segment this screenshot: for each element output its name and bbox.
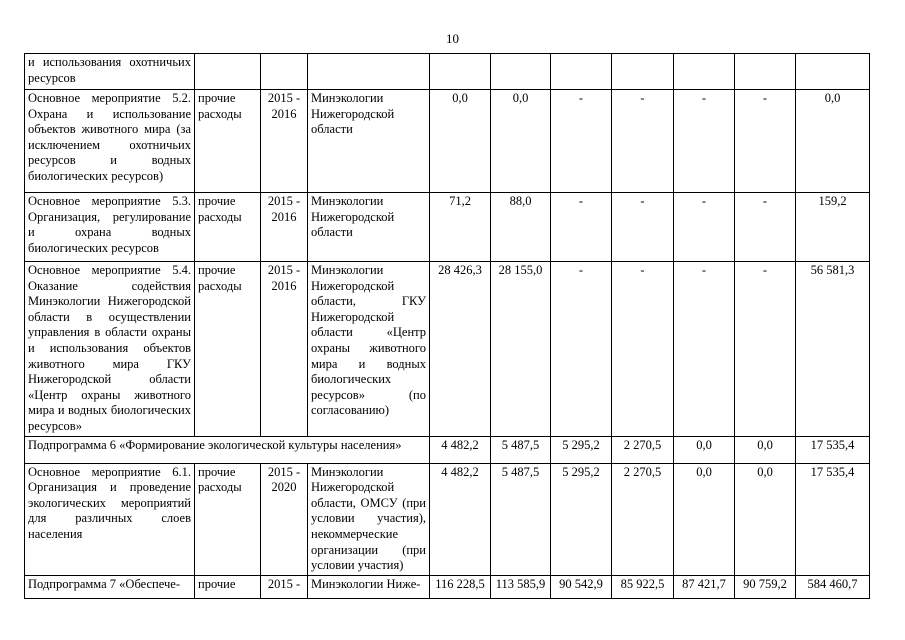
year4-value-cell: -: [612, 193, 674, 262]
year2-value-cell: 0,0: [491, 90, 551, 193]
expense-type-cell: прочие расходы: [195, 262, 261, 437]
period-cell: 2015 - 2016: [261, 193, 308, 262]
total-value-cell: 17 535,4: [796, 463, 870, 575]
period-cell: 2015 -: [261, 575, 308, 598]
year6-value-cell: -: [735, 193, 796, 262]
program-funding-table: [24, 53, 870, 599]
table-row-continuation: [25, 54, 870, 90]
year5-value-cell: -: [674, 90, 735, 193]
total-value-cell: 56 581,3: [796, 262, 870, 437]
expense-type-cell: прочие: [195, 575, 261, 598]
year6-value-cell: 0,0: [735, 436, 796, 463]
table-row-measure-6-1: [25, 463, 870, 575]
year4-value-cell: 85 922,5: [612, 575, 674, 598]
year2-value-cell: 28 155,0: [491, 262, 551, 437]
year3-value-cell: -: [551, 262, 612, 437]
year4-value-cell: -: [612, 262, 674, 437]
measure-name-cell: Основное мероприятие 5.2. Охрана и использование объектов животного мира (за исключением охотничьих ресурсов и водных биологических ресурсов): [25, 90, 195, 193]
total-value-cell: 17 535,4: [796, 436, 870, 463]
year5-value-cell: 0,0: [674, 463, 735, 575]
year4-value-cell: 2 270,5: [612, 463, 674, 575]
year1-value-cell: 71,2: [430, 193, 491, 262]
total-value-cell: 584 460,7: [796, 575, 870, 598]
expense-type-cell: прочие расходы: [195, 90, 261, 193]
page-number: 10: [446, 31, 459, 46]
year2-value-cell: 5 487,5: [491, 436, 551, 463]
period-cell: 2015 - 2020: [261, 463, 308, 575]
executor-cell: Минэкологии Нижегородской области: [308, 90, 430, 193]
year6-value-cell: 0,0: [735, 463, 796, 575]
subprogram-name-cell: Подпрограмма 7 «Обеспече-: [25, 575, 195, 598]
expense-type-cell: прочие расходы: [195, 463, 261, 575]
table-row-measure-5-2: [25, 90, 870, 193]
measure-name-cell: Основное мероприятие 5.4. Оказание содействия Минэкологии Нижегородской области в осуществлении управления в области охраны и использования объектов животного мира ГКУ Нижегородской области «Центр охраны животного мира и водных биологических ресурсов»: [25, 262, 195, 437]
executor-cell: Минэкологии Нижегородской области, ОМСУ (при условии участия), некоммерческие организации (при условии участия): [308, 463, 430, 575]
year1-value-cell: 0,0: [430, 90, 491, 193]
total-value-cell: 0,0: [796, 90, 870, 193]
year1-value-cell: 116 228,5: [430, 575, 491, 598]
year3-value-cell: 5 295,2: [551, 463, 612, 575]
year1-value-cell: 4 482,2: [430, 436, 491, 463]
year6-value-cell: 90 759,2: [735, 575, 796, 598]
total-value-cell: 159,2: [796, 193, 870, 262]
measure-name-cell: и использования охотничьих ресурсов: [25, 54, 195, 90]
year3-value-cell: 90 542,9: [551, 575, 612, 598]
year1-value-cell: 4 482,2: [430, 463, 491, 575]
subprogram-name-cell: Подпрограмма 6 «Формирование экологической культуры населения»: [25, 436, 430, 463]
table-row-measure-5-4: [25, 262, 870, 437]
year1-value-cell: 28 426,3: [430, 262, 491, 437]
table-row-subprogram-7: [25, 575, 870, 598]
year5-value-cell: 0,0: [674, 436, 735, 463]
year2-value-cell: 5 487,5: [491, 463, 551, 575]
period-cell: 2015 - 2016: [261, 90, 308, 193]
executor-cell: Минэкологии Нижегородской области: [308, 193, 430, 262]
year4-value-cell: 2 270,5: [612, 436, 674, 463]
table-row-measure-5-3: [25, 193, 870, 262]
measure-name-cell: Основное мероприятие 6.1. Организация и проведение экологических мероприятий для различных слоев населения: [25, 463, 195, 575]
year5-value-cell: -: [674, 193, 735, 262]
year3-value-cell: 5 295,2: [551, 436, 612, 463]
year4-value-cell: -: [612, 90, 674, 193]
period-cell: 2015 - 2016: [261, 262, 308, 437]
year2-value-cell: 88,0: [491, 193, 551, 262]
expense-type-cell: прочие расходы: [195, 193, 261, 262]
executor-cell: Минэкологии Нижегородской области, ГКУ Нижегородской области «Центр охраны животного мира и водных биологических ресурсов» (по согласованию): [308, 262, 430, 437]
table-row-subprogram-6: [25, 436, 870, 463]
year6-value-cell: -: [735, 262, 796, 437]
year3-value-cell: -: [551, 90, 612, 193]
year6-value-cell: -: [735, 90, 796, 193]
year5-value-cell: -: [674, 262, 735, 437]
year3-value-cell: -: [551, 193, 612, 262]
measure-name-cell: Основное мероприятие 5.3. Организация, регулирование и охрана водных биологических ресурсов: [25, 193, 195, 262]
year2-value-cell: 113 585,9: [491, 575, 551, 598]
year5-value-cell: 87 421,7: [674, 575, 735, 598]
executor-cell: Минэкологии Ниже-: [308, 575, 430, 598]
